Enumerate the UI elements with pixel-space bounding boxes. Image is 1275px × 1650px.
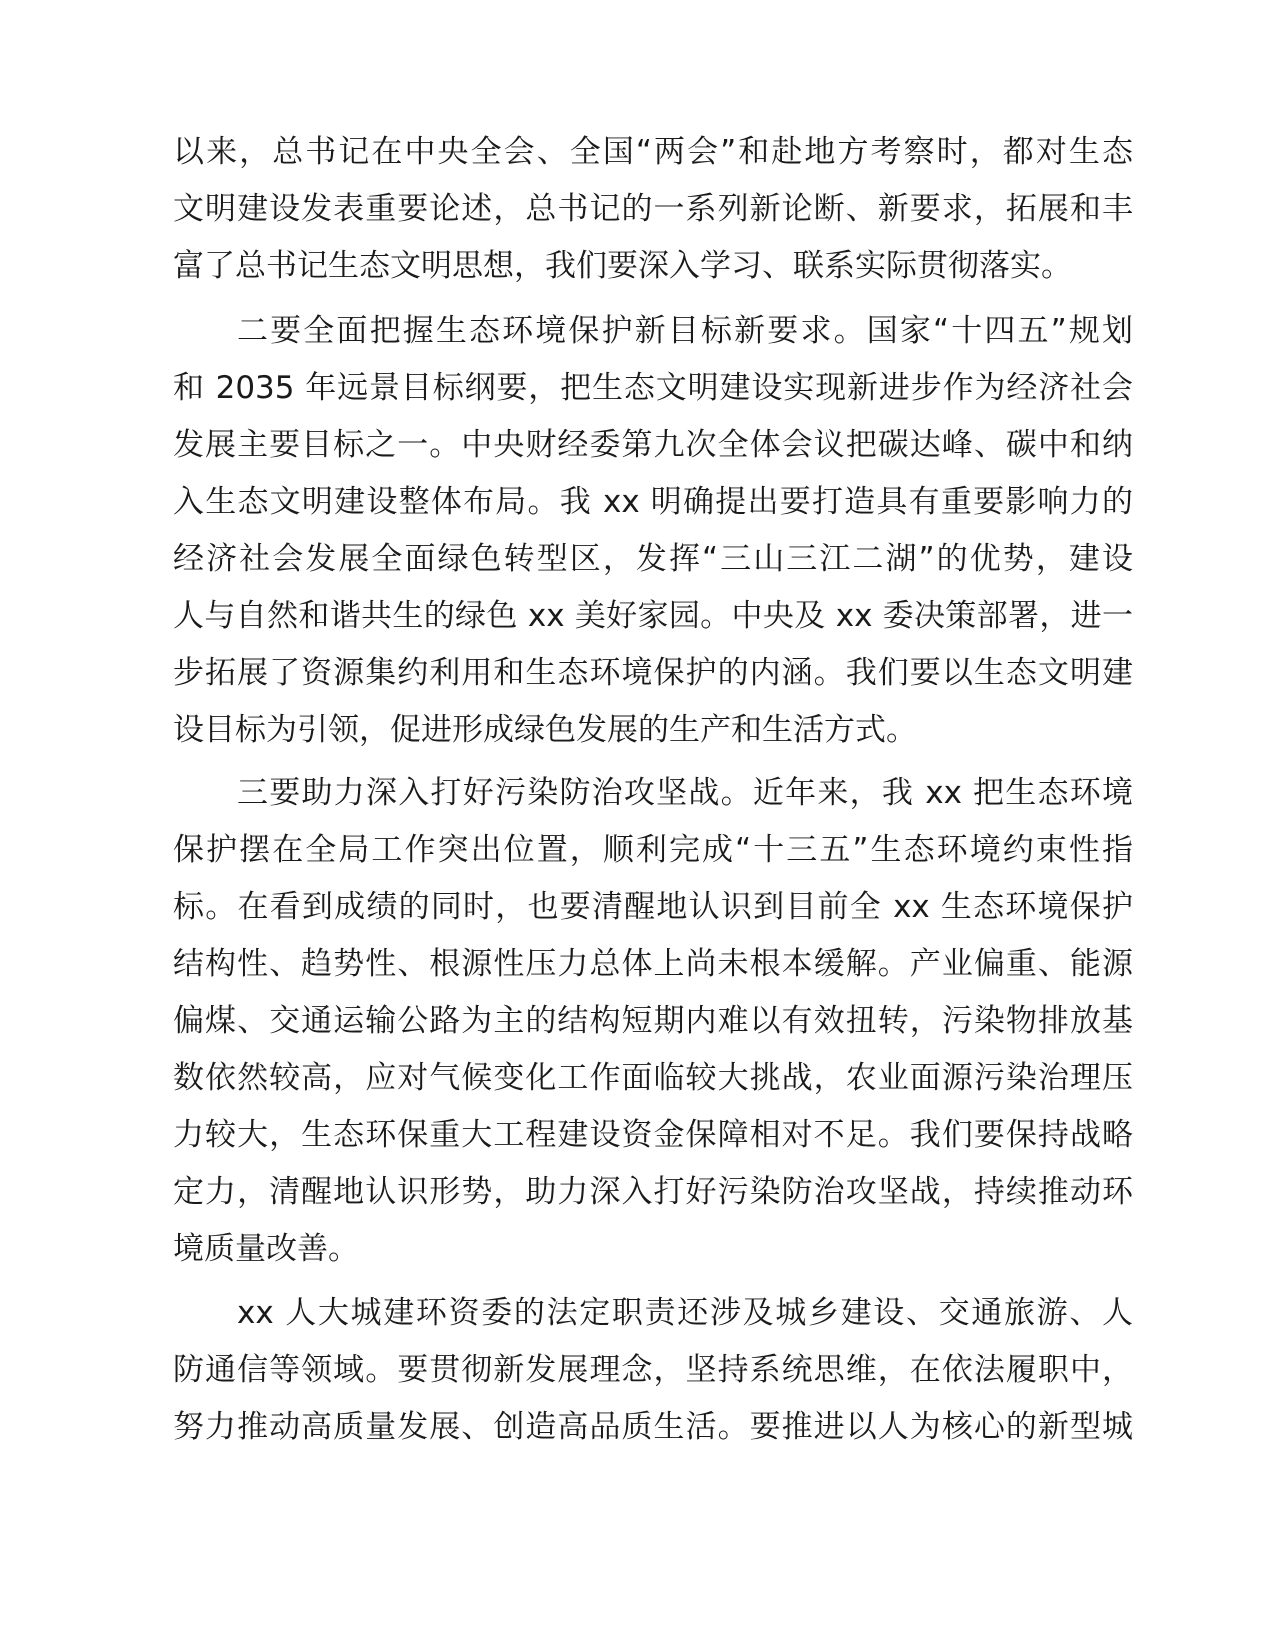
paragraph-line: 努力推动高质量发展、创造高品质生活。要推进以人为核心的新型城 (173, 1409, 1133, 1445)
paragraph-line: 步拓展了资源集约利用和生态环境保护的内涵。我们要以生态文明建 (173, 655, 1133, 691)
paragraph-line: 定力，清醒地认识形势，助力深入打好污染防治攻坚战，持续推动环 (173, 1174, 1133, 1210)
paragraph-4 (173, 1285, 1133, 1456)
paragraph-line: 防通信等领域。要贯彻新发展理念，坚持系统思维，在依法履职中， (173, 1352, 1133, 1388)
paragraph-line: 标。在看到成绩的同时，也要清醒地认识到目前全 xx 生态环境保护 (173, 889, 1133, 925)
paragraph-1 (173, 124, 1133, 295)
paragraph-2 (173, 303, 1133, 759)
paragraph-line: 发展主要目标之一。中央财经委第九次全体会议把碳达峰、碳中和纳 (173, 427, 1133, 463)
paragraph-line: 力较大，生态环保重大工程建设资金保障相对不足。我们要保持战略 (173, 1117, 1133, 1153)
paragraph-line: 境质量改善。 (173, 1231, 359, 1267)
paragraph-line: 二要全面把握生态环境保护新目标新要求。国家“十四五”规划 (237, 313, 1133, 349)
paragraph-line: 偏煤、交通运输公路为主的结构短期内难以有效扭转，污染物排放基 (173, 1003, 1133, 1039)
paragraph-line: 文明建设发表重要论述，总书记的一系列新论断、新要求，拓展和丰 (173, 191, 1133, 227)
paragraph-line: 入生态文明建设整体布局。我 xx 明确提出要打造具有重要影响力的 (173, 484, 1133, 520)
paragraph-line: 以来，总书记在中央全会、全国“两会”和赴地方考察时，都对生态 (173, 134, 1133, 170)
paragraph-line: 保护摆在全局工作突出位置，顺利完成“十三五”生态环境约束性指 (173, 832, 1133, 868)
paragraph-line: 和 2035 年远景目标纲要，把生态文明建设实现新进步作为经济社会 (173, 370, 1133, 406)
paragraph-line: 富了总书记生态文明思想，我们要深入学习、联系实际贯彻落实。 (173, 248, 1072, 284)
paragraph-line: 人与自然和谐共生的绿色 xx 美好家园。中央及 xx 委决策部署，进一 (173, 598, 1133, 634)
paragraph-line: 数依然较高，应对气候变化工作面临较大挑战，农业面源污染治理压 (173, 1060, 1133, 1096)
paragraph-line: 设目标为引领，促进形成绿色发展的生产和生活方式。 (173, 712, 917, 748)
paragraph-line: 结构性、趋势性、根源性压力总体上尚未根本缓解。产业偏重、能源 (173, 946, 1133, 982)
paragraph-line: 经济社会发展全面绿色转型区，发挥“三山三江二湖”的优势，建设 (173, 541, 1133, 577)
paragraph-line: 三要助力深入打好污染防治攻坚战。近年来，我 xx 把生态环境 (237, 775, 1133, 811)
paragraph-line: xx 人大城建环资委的法定职责还涉及城乡建设、交通旅游、人 (237, 1295, 1133, 1331)
paragraph-3 (173, 765, 1133, 1278)
